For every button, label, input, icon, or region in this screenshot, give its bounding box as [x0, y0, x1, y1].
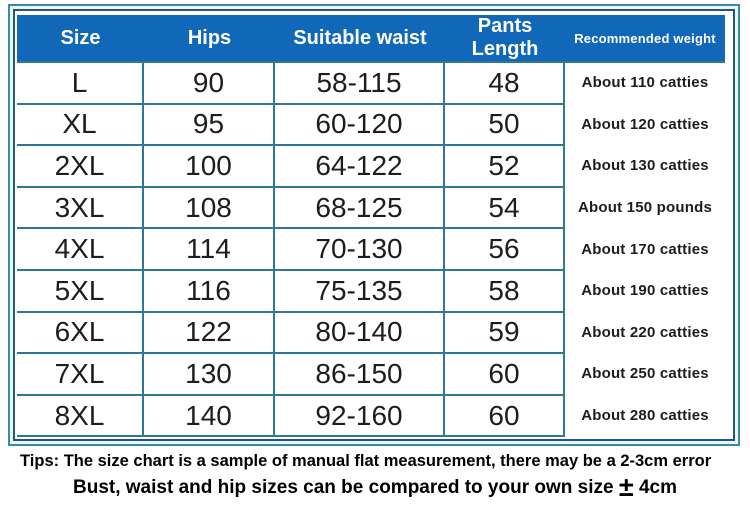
plus-minus-symbol: ± [618, 472, 634, 502]
cell-size: 6XL [17, 313, 144, 355]
cell-suitable-waist: 58-115 [275, 63, 445, 105]
table-row [17, 146, 725, 188]
cell-hips: 116 [144, 271, 275, 313]
cell-suitable-waist: 86-150 [275, 354, 445, 396]
cell-recommended-weight: About 250 catties [565, 354, 725, 396]
cell-hips: 140 [144, 396, 275, 438]
cell-pants-length: 50 [445, 105, 565, 147]
cell-suitable-waist: 68-125 [275, 188, 445, 230]
cell-size: 7XL [17, 354, 144, 396]
column-header-suitable-waist: Suitable waist [275, 15, 445, 63]
outer-frame [8, 4, 740, 446]
cell-size: 2XL [17, 146, 144, 188]
cell-hips: 108 [144, 188, 275, 230]
inner-frame [13, 9, 735, 441]
cell-pants-length: 60 [445, 354, 565, 396]
cell-recommended-weight: About 130 catties [565, 146, 725, 188]
size-chart-table [17, 15, 725, 437]
cell-recommended-weight: About 120 catties [565, 105, 725, 147]
cell-recommended-weight: About 280 catties [565, 396, 725, 438]
column-header-size: Size [17, 15, 144, 63]
cell-hips: 90 [144, 63, 275, 105]
table-row [17, 354, 725, 396]
tips-note: Tips: The size chart is a sample of manual flat measurement, there may be a 2-3cm error [20, 452, 712, 470]
cell-hips: 95 [144, 105, 275, 147]
cell-size: L [17, 63, 144, 105]
table-row [17, 229, 725, 271]
column-header-hips: Hips [144, 15, 275, 63]
table-row [17, 396, 725, 438]
cell-size: XL [17, 105, 144, 147]
cell-size: 8XL [17, 396, 144, 438]
compare-note-value: 4cm [633, 477, 677, 498]
compare-note [0, 472, 750, 502]
cell-size: 4XL [17, 229, 144, 271]
cell-recommended-weight: About 220 catties [565, 313, 725, 355]
cell-pants-length: 60 [445, 396, 565, 438]
cell-recommended-weight: About 150 pounds [565, 188, 725, 230]
cell-suitable-waist: 80-140 [275, 313, 445, 355]
cell-size: 5XL [17, 271, 144, 313]
cell-size: 3XL [17, 188, 144, 230]
table-row [17, 105, 725, 147]
cell-pants-length: 48 [445, 63, 565, 105]
cell-pants-length: 58 [445, 271, 565, 313]
cell-hips: 122 [144, 313, 275, 355]
cell-suitable-waist: 92-160 [275, 396, 445, 438]
table-row [17, 63, 725, 105]
cell-recommended-weight: About 190 catties [565, 271, 725, 313]
cell-recommended-weight: About 170 catties [565, 229, 725, 271]
table-row [17, 313, 725, 355]
cell-pants-length: 54 [445, 188, 565, 230]
cell-recommended-weight: About 110 catties [565, 63, 725, 105]
cell-hips: 100 [144, 146, 275, 188]
compare-note-text: Bust, waist and hip sizes can be compared to your own size [73, 477, 619, 498]
cell-pants-length: 56 [445, 229, 565, 271]
cell-hips: 130 [144, 354, 275, 396]
table-header-row [17, 15, 725, 63]
cell-pants-length: 52 [445, 146, 565, 188]
cell-hips: 114 [144, 229, 275, 271]
column-header-pants-length: Pants Length [445, 15, 565, 63]
cell-suitable-waist: 75-135 [275, 271, 445, 313]
table-row [17, 271, 725, 313]
cell-suitable-waist: 60-120 [275, 105, 445, 147]
table-row [17, 188, 725, 230]
table-body [17, 63, 725, 437]
cell-pants-length: 59 [445, 313, 565, 355]
column-header-recommended-weight: Recommended weight [565, 15, 725, 63]
cell-suitable-waist: 70-130 [275, 229, 445, 271]
cell-suitable-waist: 64-122 [275, 146, 445, 188]
